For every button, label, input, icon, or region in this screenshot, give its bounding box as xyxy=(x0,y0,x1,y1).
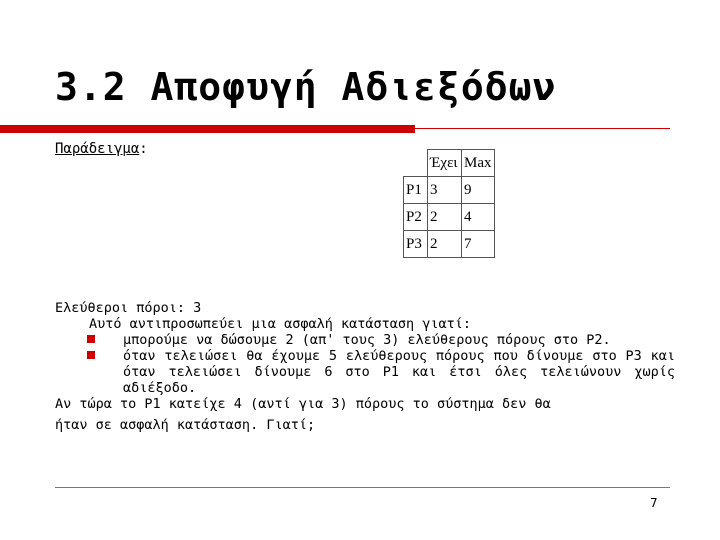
table-header-cell: Max xyxy=(462,150,495,177)
table-cell: P3 xyxy=(404,231,428,258)
question-line-1: Αν τώρα το Ρ1 κατείχε 4 (αντί για 3) πόρους το σύστημα δεν θα xyxy=(55,396,551,412)
bullet-item xyxy=(55,348,675,396)
bullet-text: όταν τελειώσει θα έχουμε 5 ελεύθερους πόρους που δίνουμε στο Ρ3 και όταν τελειώσει δίνουμε 6 στο Ρ1 και έτσι όλες τελειώνουν χωρίς αδιέξοδο. xyxy=(123,348,675,396)
bullet-item xyxy=(55,332,675,348)
title-underline-line xyxy=(415,128,670,129)
table-cell: P1 xyxy=(404,177,428,204)
table-row xyxy=(404,177,495,204)
table-row xyxy=(404,231,495,258)
example-label xyxy=(55,141,148,157)
table-header-row xyxy=(404,150,495,177)
title-underline-bar xyxy=(0,125,415,133)
table-cell: 2 xyxy=(428,231,462,258)
page-number: 7 xyxy=(650,496,658,510)
table-cell: P2 xyxy=(404,204,428,231)
table-header-cell xyxy=(404,150,428,177)
square-bullet-icon xyxy=(87,335,95,343)
slide-body xyxy=(55,300,675,438)
allocation-table xyxy=(403,149,495,258)
example-label-colon: : xyxy=(139,141,148,157)
table-header-cell: Έχει xyxy=(428,150,462,177)
bullet-text: μπορούμε να δώσουμε 2 (απ' τους 3) ελεύθερους πόρους στο Ρ2. xyxy=(123,332,611,348)
slide-title: 3.2 Αποφυγή Αδιεξόδων xyxy=(55,65,557,109)
table-cell: 4 xyxy=(462,204,495,231)
question-line-2: ήταν σε ασφαλή κατάσταση. Γιατί; xyxy=(55,417,316,433)
table-row xyxy=(404,204,495,231)
example-label-text: Παράδειγμα xyxy=(55,141,140,157)
footer-divider xyxy=(55,487,670,488)
square-bullet-icon xyxy=(87,351,95,359)
safe-state-line: Αυτό αντιπροσωπεύει μια ασφαλή κατάσταση γιατί: xyxy=(89,316,472,332)
free-resources-line: Ελεύθεροι πόροι: 3 xyxy=(55,300,202,316)
table-cell: 9 xyxy=(462,177,495,204)
table-cell: 7 xyxy=(462,231,495,258)
table-cell: 2 xyxy=(428,204,462,231)
table-cell: 3 xyxy=(428,177,462,204)
